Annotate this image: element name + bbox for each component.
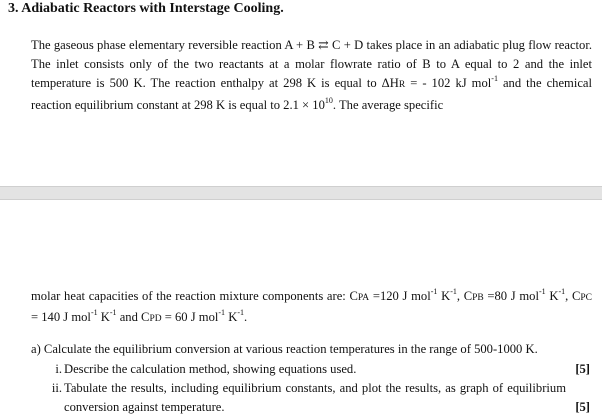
- intro-paragraph: The gaseous phase elementary reversible reaction A + B ⇄ C + D takes place in an adiabatic plug flow reactor. The inlet consists only of the two reactants at a molar flowrate ratio of B to A equal to 2 and the inlet temperature is 500 K. The reaction enthalpy at 298 K is equal to ΔHR = - 102 kJ mol$^{-1}$ and the chemical reaction equilibrium constant at 298 K is equal to $2.1 \times 10^{10}$. The average specific: [31, 38, 593, 112]
- sub-question-text: Describe the calculation method, showing equations used.: [64, 362, 357, 376]
- heat-capacity-paragraph: molar heat capacities of the reaction mixture components are: CPA =120 J mol$^{-1}$ $K^{-1}$, CPB =80 J mol$^{-1}$ $K^{-1}$, CPC = 140 J mol$^{-1}$ $K^{-1}$ and CPD = 60 J mol$^{-1}$ $K^{-1}$.: [31, 287, 592, 325]
- marks-badge: [5]: [575, 400, 590, 414]
- sub-question-number: ii.: [51, 381, 62, 395]
- page-break-divider: [0, 186, 602, 200]
- page-top-section: [0, 0, 602, 186]
- sub-question-ii: [51, 379, 590, 417]
- marks-badge: [5]: [575, 362, 590, 376]
- sub-question-number: i.: [55, 362, 62, 376]
- question-a: a) Calculate the equilibrium conversion at various reaction temperatures in the range of 500-1000 K.: [31, 342, 538, 356]
- sub-question-text: Tabulate the results, including equilibrium constants, and plot the results, as graph of equilibrium conversion against temperature.: [64, 381, 566, 415]
- sub-question-i: [55, 360, 590, 379]
- reversible-arrow-icon: ⇄: [318, 38, 329, 52]
- question-heading: 3. Adiabatic Reactors with Interstage Cooling.: [8, 1, 284, 16]
- page-bottom-section: [0, 200, 602, 420]
